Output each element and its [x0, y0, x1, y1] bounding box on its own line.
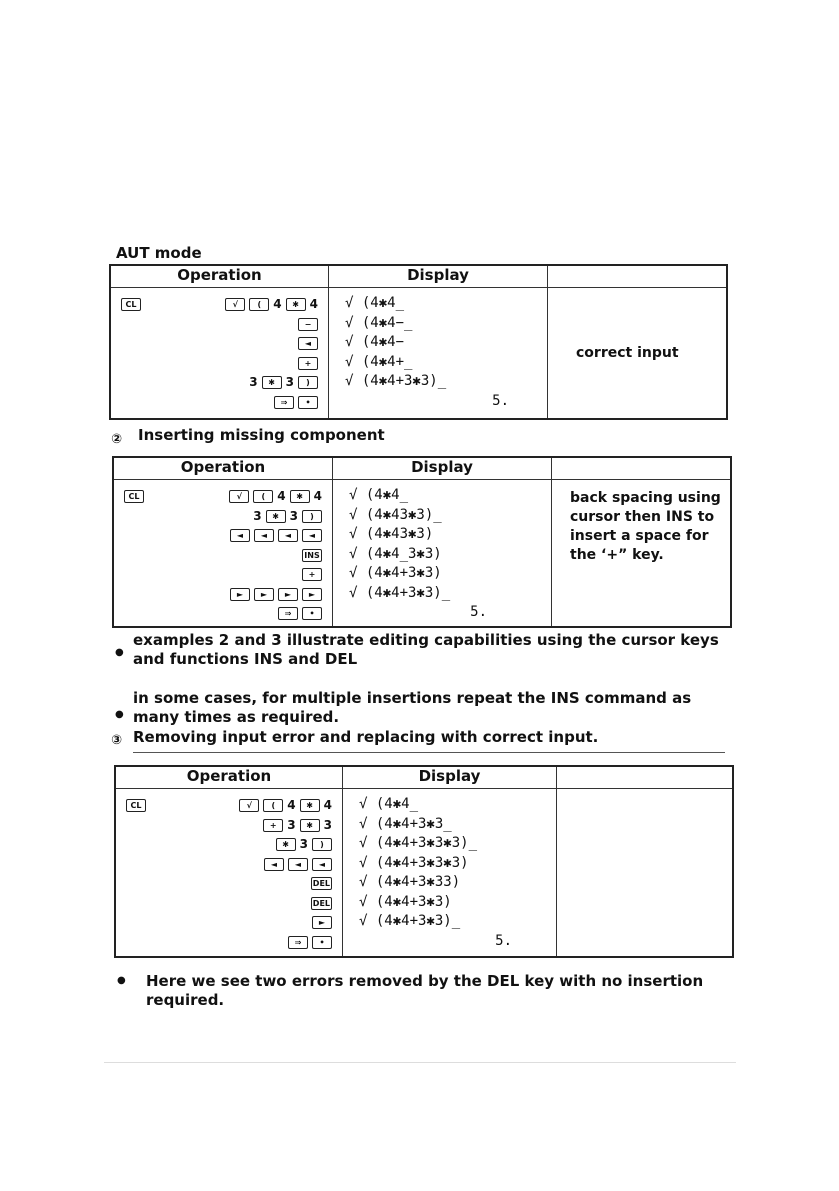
- display-line: √ (4✱4−_: [345, 314, 413, 331]
- operation-row: [296, 314, 320, 333]
- operation-header: Operation: [113, 457, 333, 480]
- del-key: DEL: [312, 879, 330, 888]
- display-line: √ (4✱4+3✱3): [359, 893, 452, 910]
- display-line: √ (4✱4+3✱3): [349, 565, 442, 581]
- note-header: [548, 265, 728, 288]
- display-line: √ (4✱4+3✱3)_: [349, 584, 451, 601]
- cursor-left-key: ◄: [254, 529, 274, 542]
- cursor-left-key: ◄: [312, 858, 332, 871]
- operation-row: [251, 506, 324, 525]
- note-text: back spacing using cursor then INS to insert a space for the ‘+” key.: [570, 490, 721, 563]
- bullet-dot: ●: [117, 975, 126, 986]
- display-line: √ (4✱4−: [345, 334, 405, 350]
- display-result: 5.: [492, 392, 509, 409]
- sqrt-key: √: [239, 799, 259, 812]
- sqrt-key: √: [225, 298, 245, 311]
- display-line: √ (4✱4_: [359, 796, 419, 812]
- display-column: [329, 288, 548, 420]
- display-column: [343, 789, 557, 958]
- footer-rule: [104, 1062, 736, 1063]
- digit: 3: [253, 508, 262, 523]
- multiply-key: ✱: [286, 298, 306, 311]
- operation-row: [309, 893, 334, 912]
- plus-key: +: [298, 357, 318, 370]
- sqrt-key: √: [229, 490, 249, 503]
- operation-header: Operation: [115, 766, 343, 789]
- display-line: √ (4✱4+3✱3✱3): [359, 854, 469, 871]
- section3-marker: ③: [111, 733, 123, 748]
- dot-key: •: [298, 396, 318, 409]
- display-column: [333, 480, 552, 628]
- cursor-left-key: ◄: [298, 337, 318, 350]
- operation-row: [237, 795, 334, 814]
- operation-row: [296, 333, 320, 352]
- section2-marker: ②: [111, 432, 123, 447]
- digit: 3: [289, 508, 298, 523]
- note-header: [552, 457, 732, 480]
- operation-row: [300, 564, 324, 583]
- digit: 4: [273, 297, 282, 311]
- operation-row: [262, 854, 334, 873]
- operation-row: [247, 372, 320, 391]
- display-line: √ (4✱4+3✱33): [359, 874, 461, 890]
- display-line: √ (4✱4_3✱3): [349, 545, 442, 562]
- section2-table: [112, 456, 732, 628]
- cursor-left-key: ◄: [288, 858, 308, 871]
- digit: 4: [277, 489, 286, 503]
- digit: 4: [313, 489, 322, 503]
- digit: 4: [287, 798, 296, 812]
- execute-key: ⇒: [274, 396, 294, 409]
- display-header: Display: [329, 265, 548, 288]
- operation-column: [113, 480, 333, 628]
- cursor-right-key: ►: [278, 588, 298, 601]
- display-line: √ (4✱4_: [345, 295, 405, 311]
- cursor-left-key: ◄: [302, 529, 322, 542]
- cursor-left-key: ◄: [264, 858, 284, 871]
- operation-row: [227, 486, 324, 505]
- bullet-dot: ●: [115, 647, 124, 658]
- display-result: 5.: [495, 932, 512, 949]
- section1-table: [109, 264, 728, 420]
- execute-key: ⇒: [288, 936, 308, 949]
- display-line: √ (4✱4_: [349, 487, 409, 503]
- cursor-right-key: ►: [230, 588, 250, 601]
- multiply-key: ✱: [266, 510, 286, 523]
- display-line: √ (4✱4+3✱3✱3)_: [359, 835, 478, 851]
- close-paren-key: ): [298, 376, 318, 389]
- display-header: Display: [333, 457, 552, 480]
- close-paren-key: ): [312, 838, 332, 851]
- operation-row: [276, 603, 324, 622]
- note-header: [557, 766, 734, 789]
- cl-key: CL: [124, 490, 144, 503]
- digit: 3: [323, 817, 332, 832]
- display-line: √ (4✱4+_: [345, 353, 413, 370]
- bullet-dot: ●: [115, 709, 124, 720]
- display-line: √ (4✱4+3✱3)_: [359, 913, 461, 929]
- note-column: [548, 288, 728, 420]
- clear-key-cell: [124, 795, 148, 814]
- cursor-right-key: ►: [254, 588, 274, 601]
- cursor-left-key: ◄: [278, 529, 298, 542]
- digit: 3: [287, 817, 296, 832]
- multiply-key: ✱: [300, 819, 320, 832]
- operation-row: [261, 815, 334, 834]
- dot-key: •: [302, 607, 322, 620]
- multiply-key: ✱: [300, 799, 320, 812]
- cursor-left-key: ◄: [230, 529, 250, 542]
- note-column: [557, 789, 734, 958]
- cursor-right-key: ►: [312, 916, 332, 929]
- multiply-key: ✱: [276, 838, 296, 851]
- operation-row: [309, 873, 334, 892]
- operation-row: [300, 545, 324, 564]
- operation-row: [223, 294, 320, 313]
- ins-key: INS: [302, 549, 322, 562]
- minus-key: −: [298, 318, 318, 331]
- close-paren-key: ): [302, 510, 322, 523]
- digit: 4: [323, 798, 332, 812]
- del-key: DEL: [312, 898, 330, 908]
- display-header: Display: [343, 766, 557, 789]
- operation-column: [115, 789, 343, 958]
- cursor-right-key: ►: [302, 588, 322, 601]
- display-line: √ (4✱4+3✱3_: [359, 815, 452, 832]
- digit: 3: [299, 837, 308, 851]
- section3-title: Removing input error and replacing with correct input.: [133, 728, 599, 746]
- operation-header: Operation: [110, 265, 329, 288]
- operation-column: [110, 288, 329, 420]
- display-result: 5.: [470, 604, 487, 620]
- execute-key: ⇒: [278, 607, 298, 620]
- section1-title: AUT mode: [116, 244, 202, 262]
- operation-row: [228, 525, 324, 544]
- display-line: √ (4✱43✱3)_: [349, 506, 442, 523]
- open-paren-key: (: [253, 490, 273, 503]
- plus-key: +: [263, 819, 283, 832]
- section2-title: Inserting missing component: [138, 426, 385, 444]
- operation-row: [228, 584, 324, 603]
- operation-row: [274, 834, 334, 853]
- operation-row: [272, 392, 320, 411]
- display-line: √ (4✱4+3✱3)_: [345, 373, 447, 389]
- bullet-multiple-insertions: in some cases, for multiple insertions repeat the INS command as many times as required.: [133, 689, 692, 726]
- operation-row: [310, 912, 334, 931]
- open-paren-key: (: [249, 298, 269, 311]
- operation-row: [286, 932, 334, 951]
- bullet-del-errors: Here we see two errors removed by the DEL key with no insertion required.: [146, 972, 704, 1009]
- note-text: correct input: [576, 345, 679, 361]
- clear-key-cell: [122, 486, 146, 505]
- operation-row: [296, 353, 320, 372]
- divider: [133, 752, 725, 753]
- bullet-editing: examples 2 and 3 illustrate editing capabilities using the cursor keys and functions INS and DEL: [133, 631, 719, 668]
- cl-key: CL: [126, 799, 146, 812]
- open-paren-key: (: [263, 799, 283, 812]
- clear-key-cell: [119, 294, 143, 313]
- note-column: [552, 480, 732, 628]
- digit: 3: [285, 375, 294, 389]
- cl-key: CL: [121, 298, 141, 311]
- digit: 3: [249, 375, 258, 389]
- multiply-key: ✱: [262, 376, 282, 389]
- plus-key: +: [302, 568, 322, 581]
- multiply-key: ✱: [290, 490, 310, 503]
- digit: 4: [309, 297, 318, 311]
- dot-key: •: [312, 936, 332, 949]
- section3-table: [114, 765, 734, 958]
- display-line: √ (4✱43✱3): [349, 526, 434, 542]
